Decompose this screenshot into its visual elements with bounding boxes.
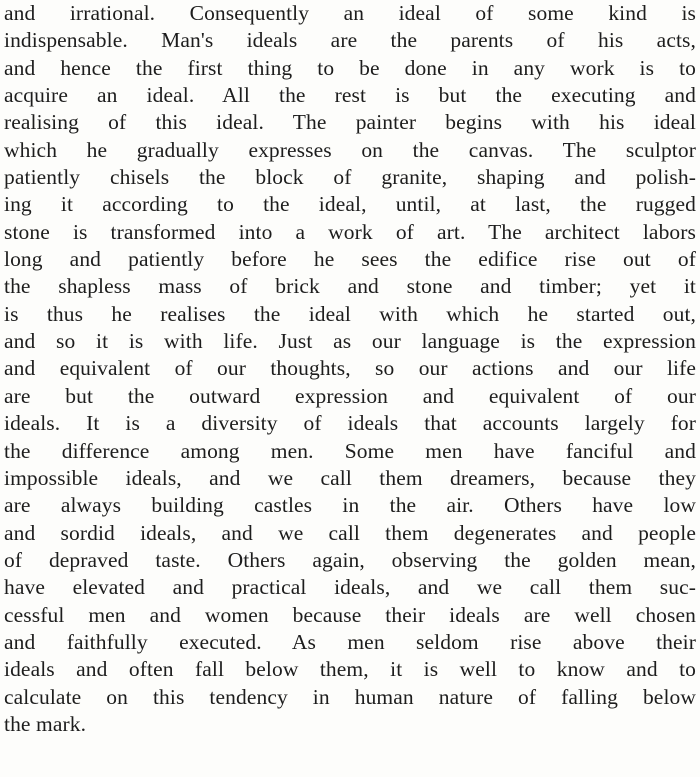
text-line-25: ideals and often fall below them, it is well to know and to	[4, 657, 696, 682]
text-line-10: long and patiently before he sees the edifice rise out of	[4, 247, 696, 272]
text-line-7: patiently chisels the block of granite, shaping and polish-	[4, 165, 696, 190]
text-line-23: cessful men and women because their ideals are well chosen	[4, 602, 696, 627]
text-line-19: are always building castles in the air. Others have low	[4, 493, 696, 518]
text-line-21: of depraved taste. Others again, observing the golden mean,	[4, 547, 696, 572]
text-line-14: and equivalent of our thoughts, so our actions and our life	[4, 356, 696, 381]
text-line-18: impossible ideals, and we call them dreamers, because they	[4, 465, 696, 490]
text-line-27: the mark.	[4, 711, 87, 736]
text-line-24: and faithfully executed. As men seldom rise above their	[4, 629, 696, 654]
text-line-16: ideals. It is a diversity of ideals that accounts largely for	[4, 411, 696, 436]
text-line-22: have elevated and practical ideals, and we call them suc-	[4, 575, 696, 600]
text-line-12: is thus he realises the ideal with which he started out,	[4, 301, 696, 326]
body-paragraph	[4, 0, 696, 738]
text-line-13: and so it is with life. Just as our language is the expression	[4, 329, 696, 354]
text-line-1: and irrational. Consequently an ideal of some kind is	[4, 1, 696, 25]
text-line-11: the shapless mass of brick and stone and timber; yet it	[4, 274, 696, 299]
text-line-2: indispensable. Man's ideals are the parents of his acts,	[4, 28, 696, 53]
text-line-20: and sordid ideals, and we call them degenerates and people	[4, 520, 696, 545]
text-line-5: realising of this ideal. The painter begins with his ideal	[4, 110, 696, 135]
text-line-15: are but the outward expression and equivalent of our	[4, 383, 696, 408]
text-line-9: stone is transformed into a work of art. The architect labors	[4, 219, 696, 244]
text-line-8: ing it according to the ideal, until, at last, the rugged	[4, 192, 696, 217]
text-line-3: and hence the first thing to be done in any work is to	[4, 55, 696, 80]
text-line-6: which he gradually expresses on the canvas. The sculptor	[4, 137, 696, 162]
text-line-4: acquire an ideal. All the rest is but the executing and	[4, 83, 696, 108]
text-line-17: the difference among men. Some men have fanciful and	[4, 438, 696, 463]
text-line-26: calculate on this tendency in human nature of falling below	[4, 684, 696, 709]
